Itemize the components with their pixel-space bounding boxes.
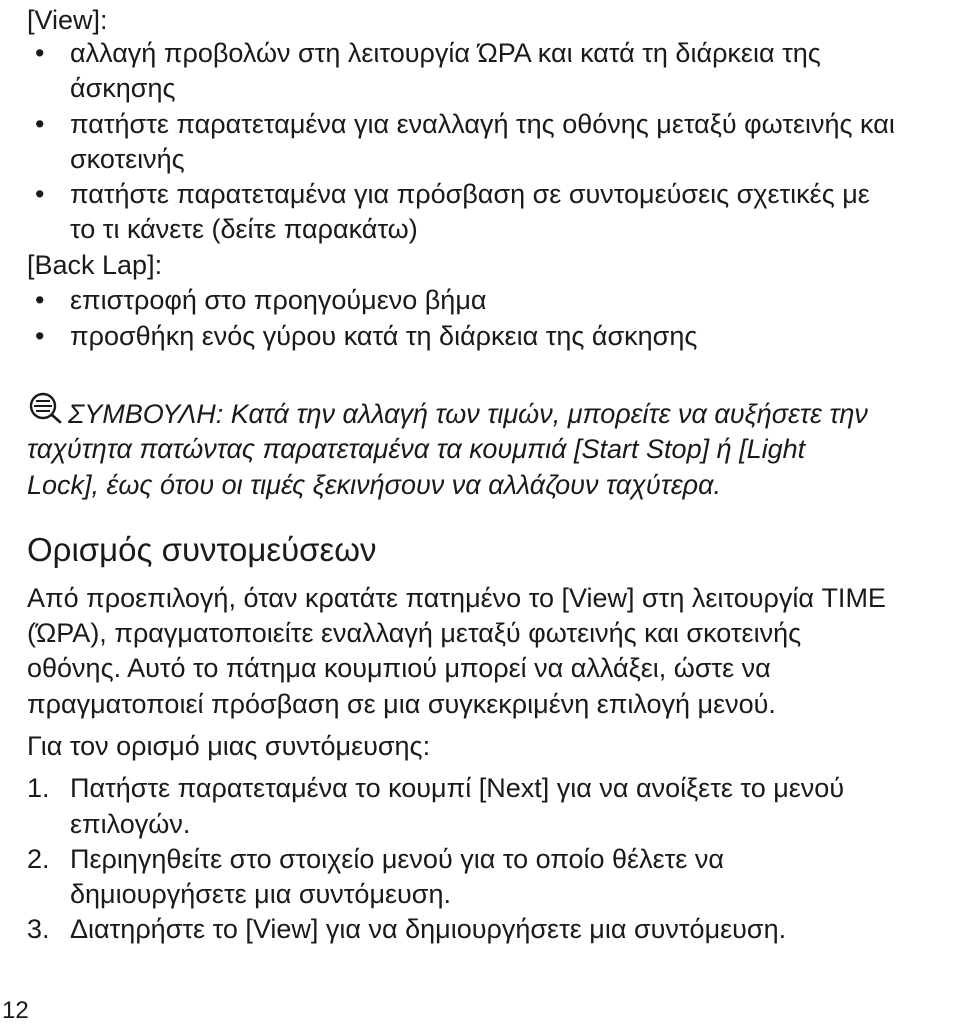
paragraph-line-3: οθόνης. Αυτό το πάτημα κουμπιού μπορεί να αλλάξει, ώστε να <box>27 653 771 683</box>
step-number: 3. <box>27 914 50 944</box>
step-number: 1. <box>27 773 50 803</box>
bullet-dot: • <box>35 179 45 209</box>
view-label: [View]: <box>27 5 108 35</box>
tip-line-1 <box>68 396 868 432</box>
back-lap-bullet-1: επιστροφή στο προηγούμενο βήμα <box>70 285 487 315</box>
page-number: 12 <box>2 997 29 1024</box>
view-bullet-3-line-2: το τι κάνετε (δείτε παρακάτω) <box>70 214 418 244</box>
paragraph-line-4: πραγματοποιεί πρόσβαση σε μια συγκεκριμένη επιλογή μενού. <box>27 689 776 719</box>
view-bullet-1-line-1: αλλαγή προβολών στη λειτουργία ΏΡΑ και κατά τη διάρκεια της <box>70 38 821 68</box>
tip-text-1: Κατά την αλλαγή των τιμών, μπορείτε να αυξήσετε την <box>230 399 868 429</box>
step-1-line-2: επιλογών. <box>70 809 191 839</box>
paragraph-line-2: (ΏΡΑ), πραγματοποιείτε εναλλαγή μεταξύ φωτεινής και σκοτεινής <box>27 618 802 648</box>
step-2-line-1: Περιηγηθείτε στο στοιχείο μενού για το οποίο θέλετε να <box>70 844 724 874</box>
view-bullet-2-line-1: πατήστε παρατεταμένα για εναλλαγή της οθόνης μεταξύ φωτεινής και <box>70 109 895 139</box>
steps-intro: Για τον ορισμό μιας συντόμευσης: <box>27 731 431 761</box>
tip-magnifier-icon <box>27 391 67 427</box>
bullet-dot: • <box>35 109 45 139</box>
bullet-dot: • <box>35 285 45 315</box>
step-3-line-1: Διατηρήστε το [View] για να δημιουργήσετε μια συντόμευση. <box>70 914 787 944</box>
section-heading: Ορισμός συντομεύσεων <box>27 531 377 568</box>
bullet-dot: • <box>35 321 45 351</box>
step-number: 2. <box>27 844 50 874</box>
view-bullet-2-line-2: σκοτεινής <box>70 144 185 174</box>
tip-line-2: ταχύτητα πατώντας παρατεταμένα τα κουμπιά [Start Stop] ή [Light <box>27 434 806 464</box>
bullet-dot: • <box>35 38 45 68</box>
paragraph-line-1: Από προεπιλογή, όταν κρατάτε πατημένο το [View] στη λειτουργία TIME <box>27 583 886 613</box>
tip-line-3: Lock], έως ότου οι τιμές ξεκινήσουν να αλλάζουν ταχύτερα. <box>27 470 722 500</box>
step-2-line-2: δημιουργήσετε μια συντόμευση. <box>70 879 451 909</box>
view-bullet-3-line-1: πατήστε παρατεταμένα για πρόσβαση σε συντομεύσεις σχετικές με <box>70 179 870 209</box>
step-1-line-1: Πατήστε παρατεταμένα το κουμπί [Next] για να ανοίξετε το μενού <box>70 773 845 803</box>
tip-label: ΣΥΜΒΟΥΛΗ: <box>68 399 224 429</box>
back-lap-label: [Back Lap]: <box>27 250 163 280</box>
back-lap-bullet-2: προσθήκη ενός γύρου κατά τη διάρκεια της άσκησης <box>70 321 698 351</box>
view-bullet-1-line-2: άσκησης <box>70 73 176 103</box>
